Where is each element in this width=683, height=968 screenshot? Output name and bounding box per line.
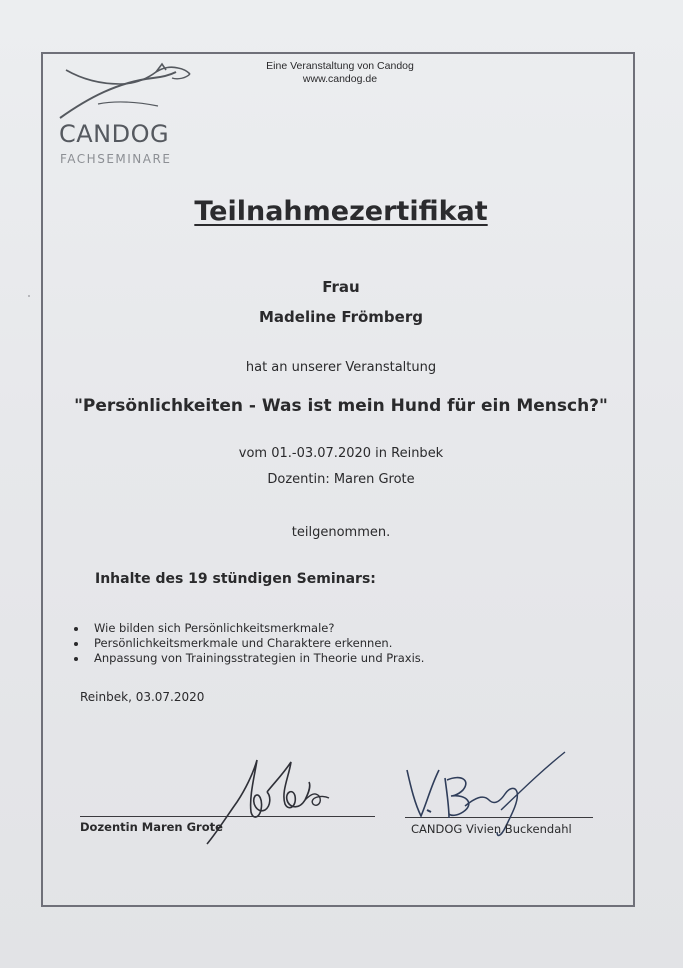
salutation: Frau — [322, 278, 360, 296]
place-date: Reinbek, 03.07.2020 — [80, 690, 205, 704]
certificate-title: Teilnahmezertifikat — [194, 196, 488, 227]
lecturer: Dozentin: Maren Grote — [267, 472, 415, 487]
event-dates: vom 01.-03.07.2020 in Reinbek — [238, 446, 444, 461]
list-item: Wie bilden sich Persönlichkeitsmerkmale? — [70, 621, 424, 636]
left-signature — [205, 752, 335, 847]
logo-name: CANDOG — [59, 120, 170, 148]
organizer-line: Eine Veranstaltung von Candog — [266, 60, 414, 72]
participation-intro: hat an unserer Veranstaltung — [245, 360, 437, 375]
candog-logo — [50, 60, 200, 170]
contents-heading: Inhalte des 19 stündigen Seminars: — [95, 571, 376, 587]
organizer-info — [200, 60, 480, 86]
list-item: Anpassung von Trainingsstrategien in Theorie und Praxis. — [70, 651, 424, 666]
organizer-website: www.candog.de — [302, 73, 378, 85]
list-item: Persönlichkeitsmerkmale und Charaktere erkennen. — [70, 636, 424, 651]
contents-list — [70, 621, 424, 666]
logo-subtitle: FACHSEMINARE — [60, 152, 172, 166]
recipient-name: Madeline Frömberg — [259, 308, 423, 326]
dog-silhouette-icon — [58, 60, 193, 120]
participation-end: teilgenommen. — [291, 525, 391, 540]
event-title: "Persönlichkeiten - Was ist mein Hund für ein Mensch?" — [74, 396, 608, 416]
signature-label-candog: CANDOG Vivien Buckendahl — [411, 822, 572, 836]
paper-speck — [28, 295, 30, 297]
signature-label-lecturer: Dozentin Maren Grote — [80, 820, 223, 834]
